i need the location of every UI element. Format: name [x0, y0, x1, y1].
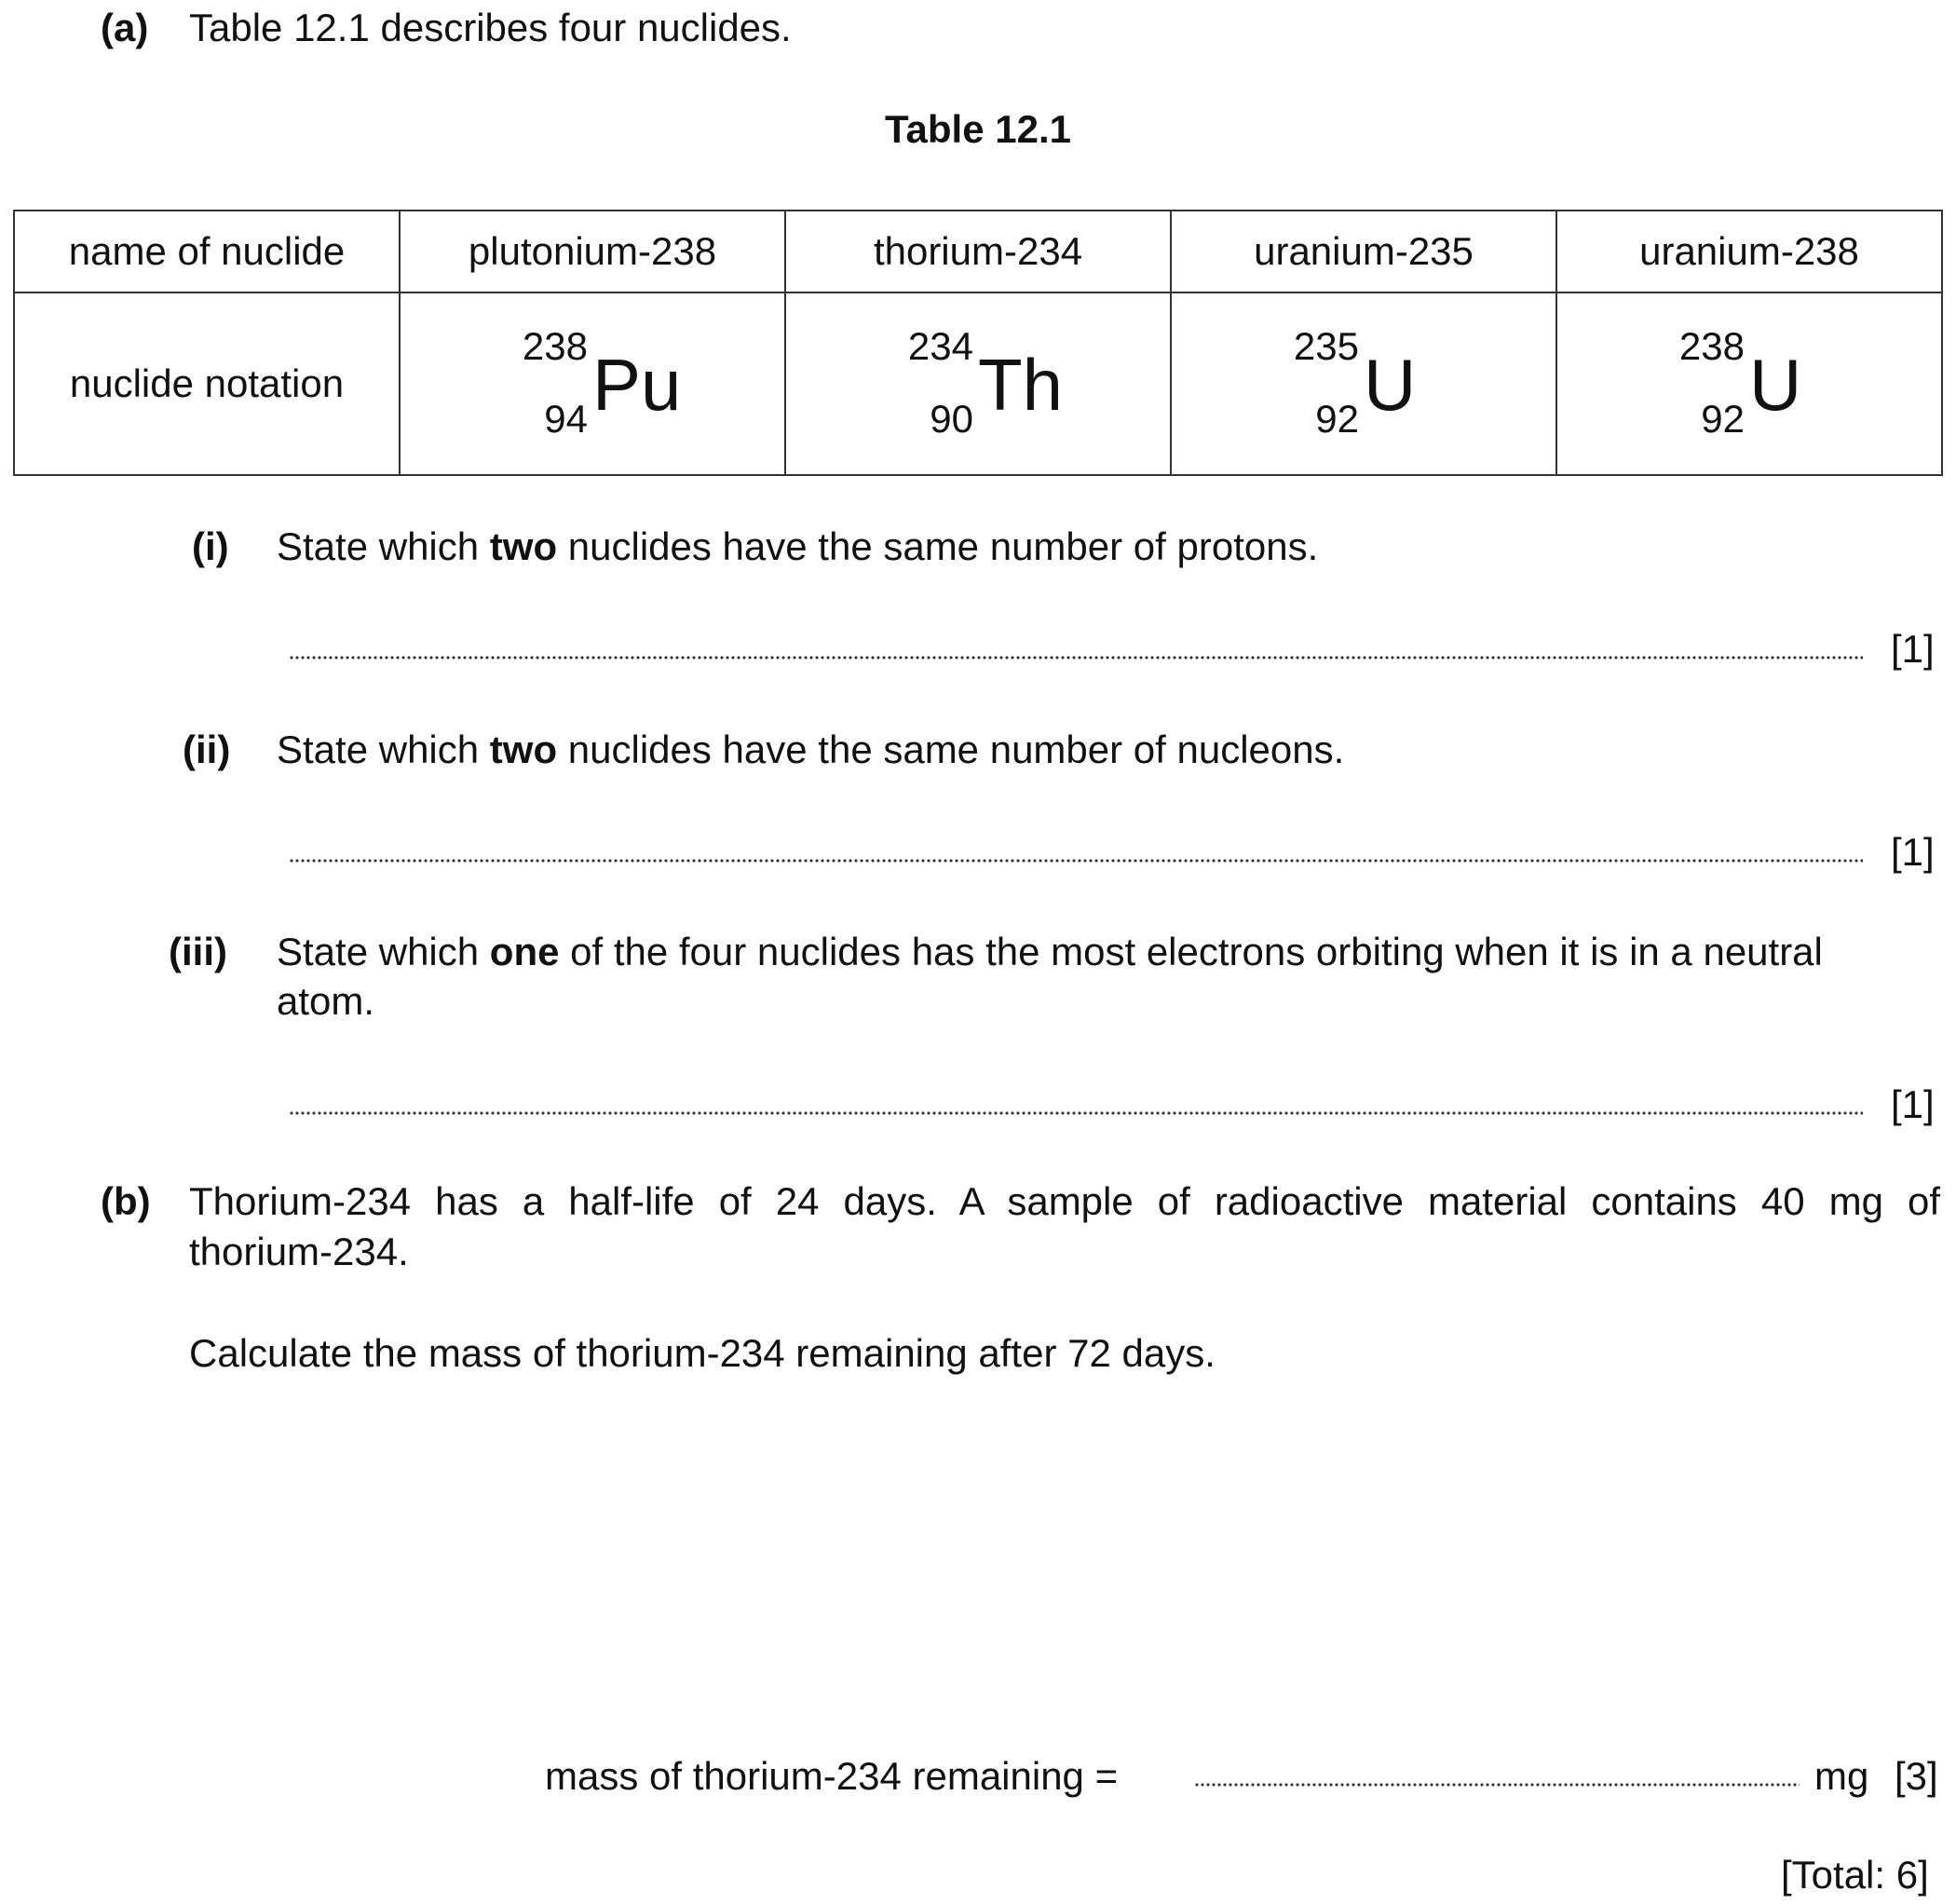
- atomic-number: 92: [1315, 397, 1359, 441]
- question-i-text: [277, 522, 1318, 572]
- element-symbol: U: [1364, 344, 1417, 426]
- question-ii-text: [277, 725, 1344, 775]
- nuclide-notation-cell: [1556, 292, 1942, 475]
- nuclide-notation: [894, 309, 1062, 449]
- question-text-pre: State which: [277, 728, 490, 771]
- part-b-label: (b): [101, 1179, 151, 1223]
- question-iii-label: (iii): [169, 930, 227, 973]
- part-a-label: (a): [101, 6, 149, 49]
- marks-b: [3]: [1895, 1754, 1938, 1798]
- total-marks: [Total: 6]: [1781, 1853, 1929, 1897]
- element-symbol: Th: [978, 344, 1064, 426]
- question-emphasis: one: [489, 930, 560, 973]
- question-text-post: nuclides have the same number of protons.: [557, 524, 1319, 568]
- mass-number: 238: [1678, 324, 1745, 368]
- marks-i: [1]: [1891, 627, 1935, 671]
- question-text-pre: State which: [277, 930, 490, 973]
- question-text-pre: State which: [277, 524, 490, 568]
- answer-label: mass of thorium-234 remaining =: [545, 1754, 1119, 1798]
- mass-number: 235: [1293, 324, 1359, 368]
- element-symbol: Pu: [592, 344, 682, 426]
- question-iii-text-line2: atom.: [277, 979, 375, 1023]
- mass-number: 234: [907, 324, 973, 368]
- marks-iii: [1]: [1891, 1082, 1935, 1126]
- row-header-notation: nuclide notation: [14, 292, 400, 475]
- nuclide-notation: [1665, 309, 1833, 449]
- table-caption: Table 12.1: [885, 107, 1071, 151]
- table-row-notation: [14, 292, 1942, 475]
- part-b-text-line1: Thorium-234 has a half-life of 24 days. A sample of radioactive material contains 40 mg of: [189, 1179, 1940, 1223]
- nuclide-notation: [509, 309, 682, 449]
- question-text-post: of the four nuclides has the most electrons orbiting when it is in a neutral: [559, 930, 1823, 973]
- atomic-number: 90: [930, 397, 973, 441]
- mass-number: 238: [522, 324, 588, 368]
- part-a-intro: Table 12.1 describes four nuclides.: [189, 6, 792, 49]
- element-symbol: U: [1749, 344, 1802, 426]
- answer-line-b[interactable]: [1194, 1783, 1800, 1787]
- nuclide-notation: [1280, 309, 1447, 449]
- question-emphasis: two: [489, 728, 558, 771]
- atomic-number: 92: [1701, 397, 1745, 441]
- nuclide-notation-cell: [1171, 292, 1556, 475]
- atomic-number: 94: [544, 397, 588, 441]
- question-ii-label: (ii): [183, 728, 231, 771]
- question-emphasis: two: [489, 524, 558, 568]
- part-b-text-line2: thorium-234.: [189, 1230, 409, 1273]
- nuclide-name: thorium-234: [785, 211, 1171, 292]
- nuclide-name: uranium-235: [1171, 211, 1556, 292]
- table-row-names: [14, 211, 1942, 292]
- row-header-name: name of nuclide: [14, 211, 400, 292]
- question-iii-text: [277, 927, 1823, 977]
- answer-unit: mg: [1814, 1754, 1869, 1798]
- marks-ii: [1]: [1891, 830, 1935, 874]
- question-i-label: (i): [192, 524, 229, 568]
- answer-line-iii[interactable]: [289, 1111, 1863, 1115]
- nuclide-notation-cell: [785, 292, 1171, 475]
- answer-line-i[interactable]: [289, 656, 1863, 660]
- answer-line-ii[interactable]: [289, 859, 1863, 863]
- nuclide-name: plutonium-238: [400, 211, 785, 292]
- question-text-post: nuclides have the same number of nucleons.: [557, 728, 1345, 771]
- nuclide-notation-cell: [400, 292, 785, 475]
- nuclide-name: uranium-238: [1556, 211, 1942, 292]
- nuclide-table: [13, 210, 1943, 476]
- part-b-instruction: Calculate the mass of thorium-234 remaining after 72 days.: [189, 1331, 1216, 1375]
